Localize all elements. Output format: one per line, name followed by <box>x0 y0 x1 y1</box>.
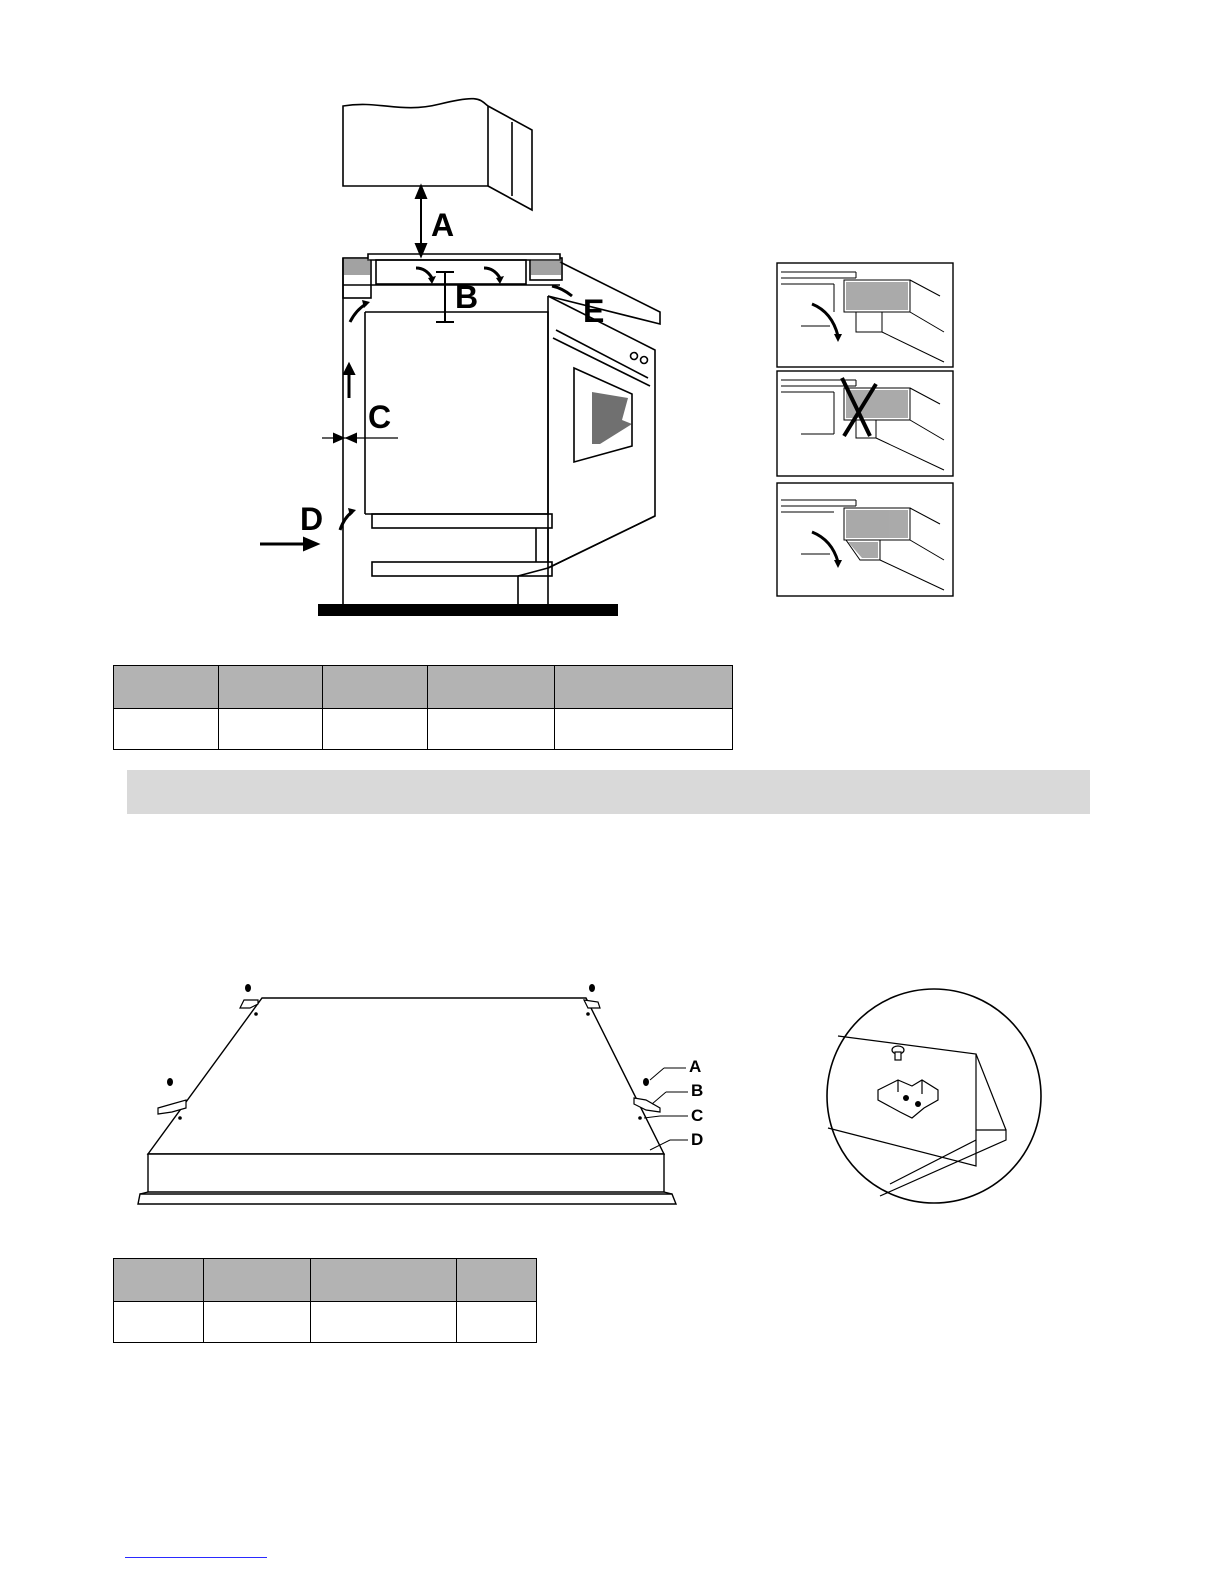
fixing-table-header-row <box>114 1259 537 1302</box>
table-cell <box>323 709 428 750</box>
table-cell <box>204 1302 310 1343</box>
detail-panel-incorrect <box>777 371 953 476</box>
table-cell <box>114 1259 204 1302</box>
hob-fixing-diagram <box>0 960 1224 1220</box>
clearance-table <box>113 665 733 750</box>
table-cell <box>218 666 323 709</box>
figure2-label-b: B <box>691 1081 704 1100</box>
figure1-label-c: C <box>368 399 392 435</box>
table-cell <box>114 666 219 709</box>
fixing-table-row <box>114 1302 537 1343</box>
table-cell <box>310 1259 456 1302</box>
table-cell <box>310 1302 456 1343</box>
figure1-label-d: D <box>300 501 324 537</box>
ventilation-diagram <box>0 0 1224 640</box>
figure2-label-a: A <box>689 1057 702 1076</box>
clamp-detail-circle <box>827 989 1041 1203</box>
table-cell <box>427 709 554 750</box>
clearance-table-row <box>114 709 733 750</box>
table-cell <box>114 1302 204 1343</box>
table-cell <box>456 1302 536 1343</box>
figure1-label-a: A <box>431 207 455 243</box>
figure1-label-e: E <box>583 293 605 329</box>
detail-panel-correct-2 <box>777 483 953 596</box>
section-banner <box>127 770 1090 814</box>
table-cell <box>204 1259 310 1302</box>
table-cell <box>427 666 554 709</box>
table-cell <box>114 709 219 750</box>
figure2-label-d: D <box>691 1130 704 1149</box>
footer-link-underline[interactable] <box>125 1557 267 1558</box>
table-cell <box>554 666 732 709</box>
table-cell <box>554 709 732 750</box>
clearance-table-header-row <box>114 666 733 709</box>
table-cell <box>323 666 428 709</box>
figure1-label-b: B <box>455 279 479 315</box>
fixing-table <box>113 1258 537 1343</box>
table-cell <box>218 709 323 750</box>
figure2-label-c: C <box>691 1106 704 1125</box>
detail-panel-correct-1 <box>777 263 953 367</box>
table-cell <box>456 1259 536 1302</box>
